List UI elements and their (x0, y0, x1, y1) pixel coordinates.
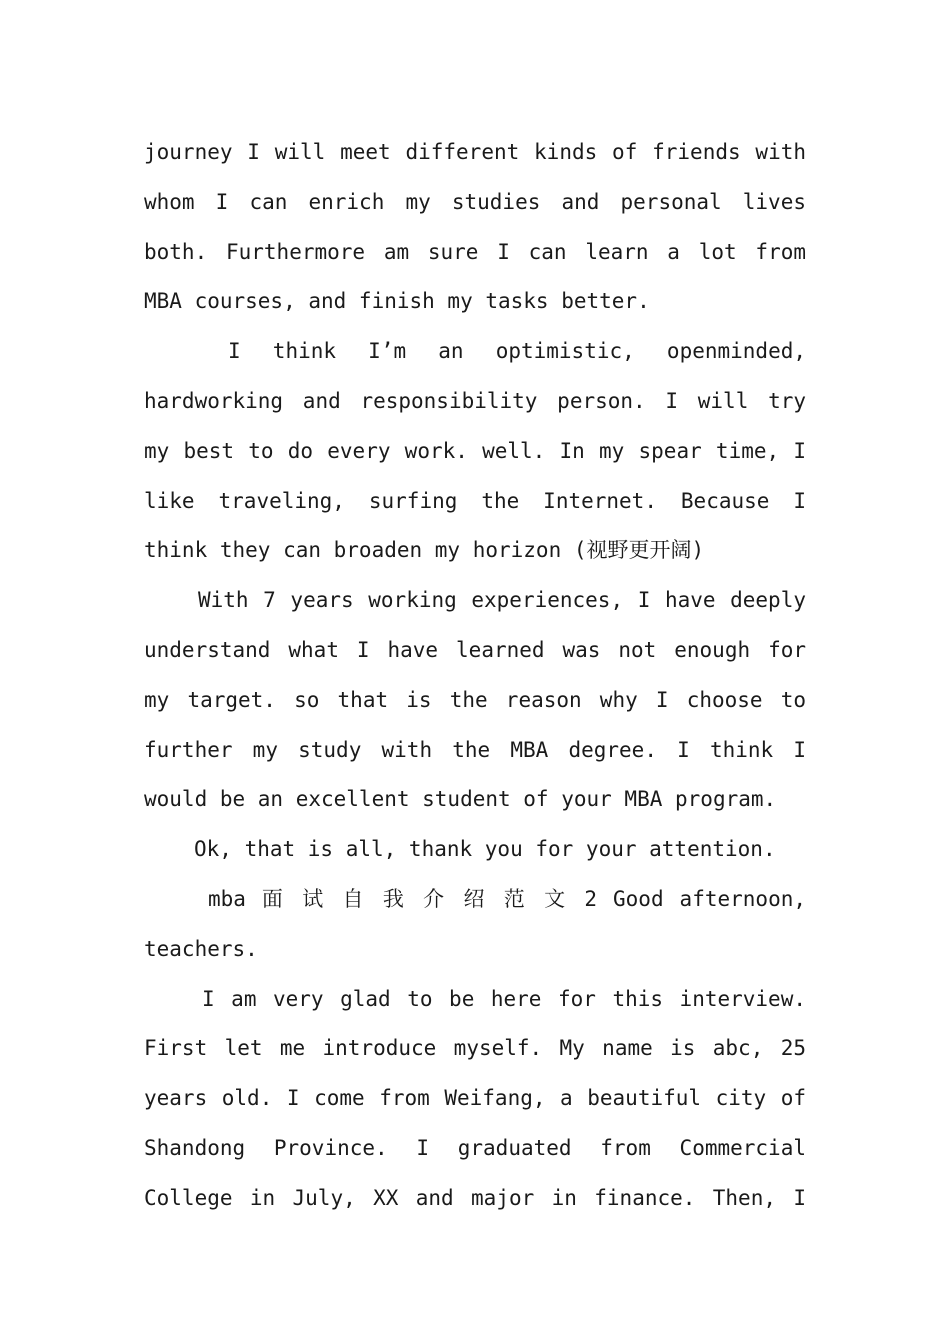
text-line: like traveling, surfing the Internet. Because I (144, 488, 806, 513)
text-line: MBA courses, and finish my tasks better. (144, 289, 650, 314)
text-line: would be an excellent student of your MBA program. (144, 787, 777, 812)
text-line: With 7 years working experiences, I have deeply (198, 588, 806, 613)
text-line: Shandong Province. I graduated from Commercial (144, 1135, 806, 1160)
text-line: think they can broaden my horizon (视野更开阔) (144, 538, 705, 563)
text-line: further my study with the MBA degree. I think I (144, 737, 806, 762)
text-line: hardworking and responsibility person. I will try (144, 388, 806, 413)
text-line: Ok, that is all, thank you for your attention. (194, 837, 776, 862)
text-line: understand what I have learned was not enough for (144, 637, 806, 662)
text-line: First let me introduce myself. My name is abc, 25 (144, 1036, 806, 1061)
text-line: whom I can enrich my studies and personal lives (144, 189, 806, 214)
text-line: my target. so that is the reason why I choose to (144, 687, 806, 712)
text-line: mba 面 试 自 我 介 绍 范 文 2 Good afternoon, (208, 886, 806, 911)
document-body (144, 128, 806, 1224)
text-line: years old. I come from Weifang, a beautiful city of (144, 1086, 806, 1111)
text-line: I think I’m an optimistic, openminded, (228, 339, 806, 364)
text-line: teachers. (144, 936, 258, 961)
text-line: I am very glad to be here for this interview. (202, 986, 806, 1011)
text-line: both. Furthermore am sure I can learn a lot from (144, 239, 806, 264)
text-line: College in July, XX and major in finance. Then, I (144, 1185, 806, 1210)
text-line: journey I will meet different kinds of friends with (144, 140, 806, 164)
text-line: my best to do every work. well. In my spear time, I (144, 438, 806, 463)
